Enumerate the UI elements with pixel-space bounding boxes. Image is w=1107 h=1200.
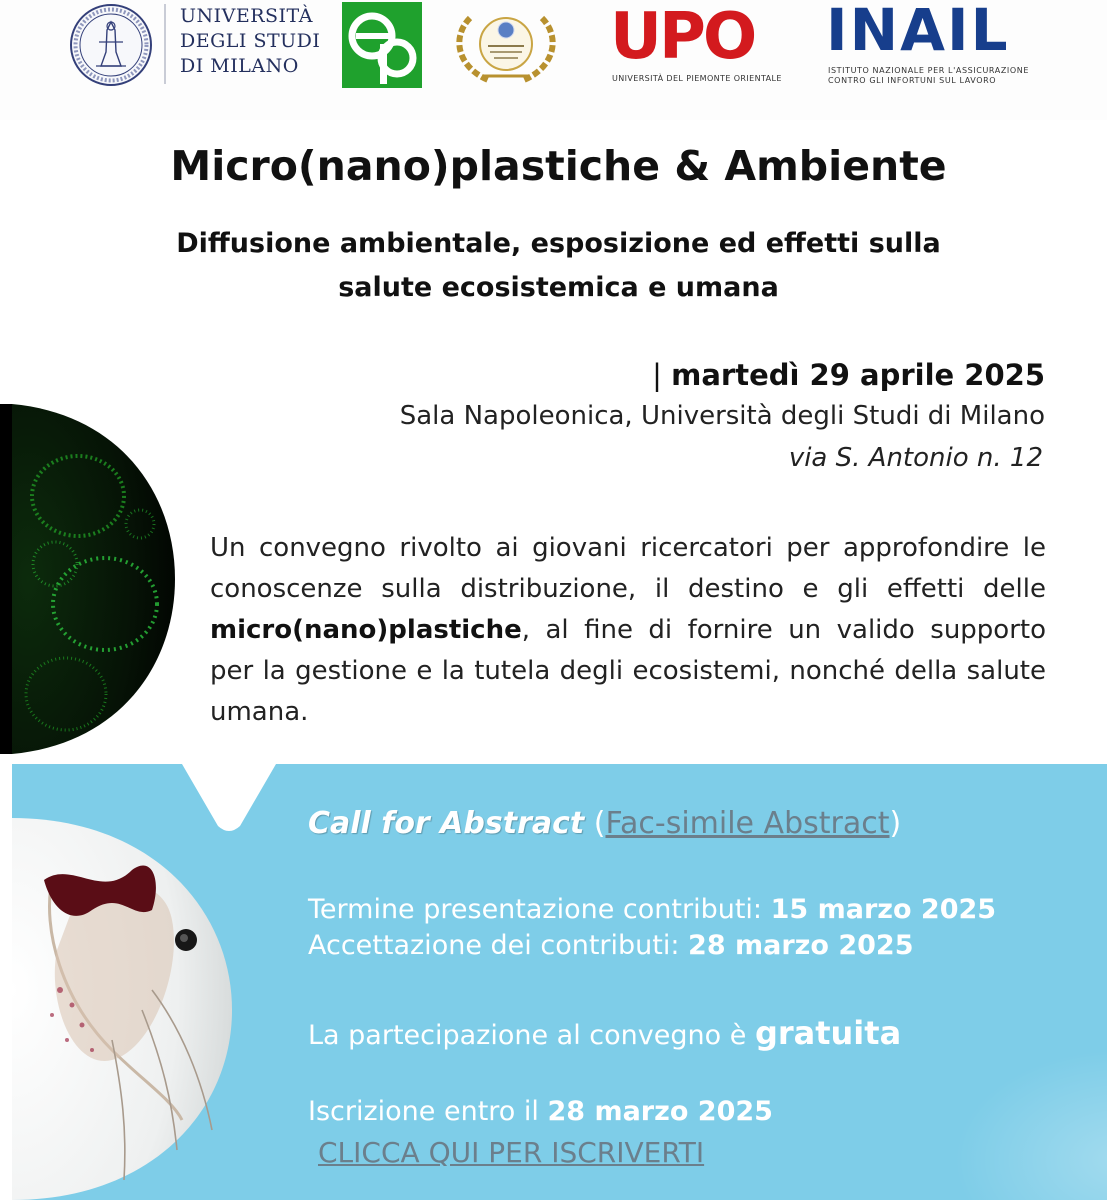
event-address: via S. Antonio n. 12 (788, 443, 1043, 473)
participation-value: gratuita (754, 1014, 902, 1052)
inail-subtitle-line-1: ISTITUTO NAZIONALE PER L'ASSICURAZIONE (828, 66, 1030, 75)
event-subtitle-line-2: salute ecosistemica e umana (338, 272, 779, 303)
unimi-seal-icon (66, 2, 156, 88)
acceptance-deadline (308, 930, 913, 961)
description-part-2: , al fine di fornire un valido supporto per la gestione e la tutela degli ecosistemi, nonché della salute umana. (210, 615, 1046, 727)
event-venue: Sala Napoleonica, Università degli Studi di Milano (399, 401, 1045, 431)
submission-label: Termine presentazione contributi: (308, 894, 771, 925)
description-part-1: Un convegno rivolto ai giovani ricercatori per approfondire le conoscenze sulla distribuzione, il destino e gli effetti delle (210, 533, 1046, 604)
laurel-medal-icon (448, 6, 564, 86)
participation-label: La partecipazione al convegno è (308, 1020, 755, 1051)
upo-logo (610, 0, 782, 90)
unimi-line-2: DEGLI STUDI (180, 30, 321, 52)
date-separator: | (652, 358, 662, 392)
paren-close: ) (889, 806, 902, 841)
panel-gloss (940, 1040, 1107, 1200)
fac-simile-abstract-link[interactable]: Fac-simile Abstract (605, 806, 890, 841)
unimi-line-1: UNIVERSITÀ (180, 5, 313, 27)
submission-date: 15 marzo 2025 (770, 894, 997, 925)
ep-monogram-icon (342, 2, 422, 88)
upo-subtitle: UNIVERSITÀ DEL PIEMONTE ORIENTALE (612, 74, 782, 83)
microscopy-cells-image (0, 404, 175, 754)
register-link[interactable]: CLICCA QUI PER ISCRIVERTI (318, 1136, 705, 1169)
event-subtitle (0, 222, 1107, 310)
submission-deadline (308, 894, 996, 925)
registration-deadline (308, 1096, 773, 1127)
upo-wordmark: UPO (610, 0, 755, 74)
call-for-abstract-title: Call for Abstract (308, 806, 585, 841)
paren-open: ( (584, 806, 606, 841)
event-date-line (652, 358, 1045, 392)
daphnia-microscopy-image (12, 800, 232, 1200)
unimi-wordmark (180, 4, 320, 79)
inail-subtitle-line-2: CONTRO GLI INFORTUNI SUL LAVORO (828, 76, 997, 85)
unimi-divider (164, 4, 166, 84)
inail-logo (826, 0, 1046, 90)
inail-subtitle (828, 66, 1029, 86)
event-date: martedì 29 aprile 2025 (671, 358, 1045, 392)
call-for-abstract-heading (308, 806, 901, 841)
acceptance-label: Accettazione dei contributi: (308, 930, 689, 961)
participation-info (308, 1014, 901, 1052)
unimi-line-3: DI MILANO (180, 55, 299, 77)
event-description (210, 528, 1046, 733)
registration-label: Iscrizione entro il (308, 1096, 548, 1127)
event-title: Micro(nano)plastiche & Ambiente (170, 142, 947, 190)
registration-date: 28 marzo 2025 (547, 1096, 773, 1127)
description-highlight: micro(nano)plastiche (210, 615, 522, 645)
logo-bar (0, 0, 1107, 120)
event-subtitle-line-1: Diffusione ambientale, esposizione ed effetti sulla (176, 228, 941, 259)
acceptance-date: 28 marzo 2025 (688, 930, 914, 961)
inail-wordmark: INAIL (826, 0, 1010, 64)
